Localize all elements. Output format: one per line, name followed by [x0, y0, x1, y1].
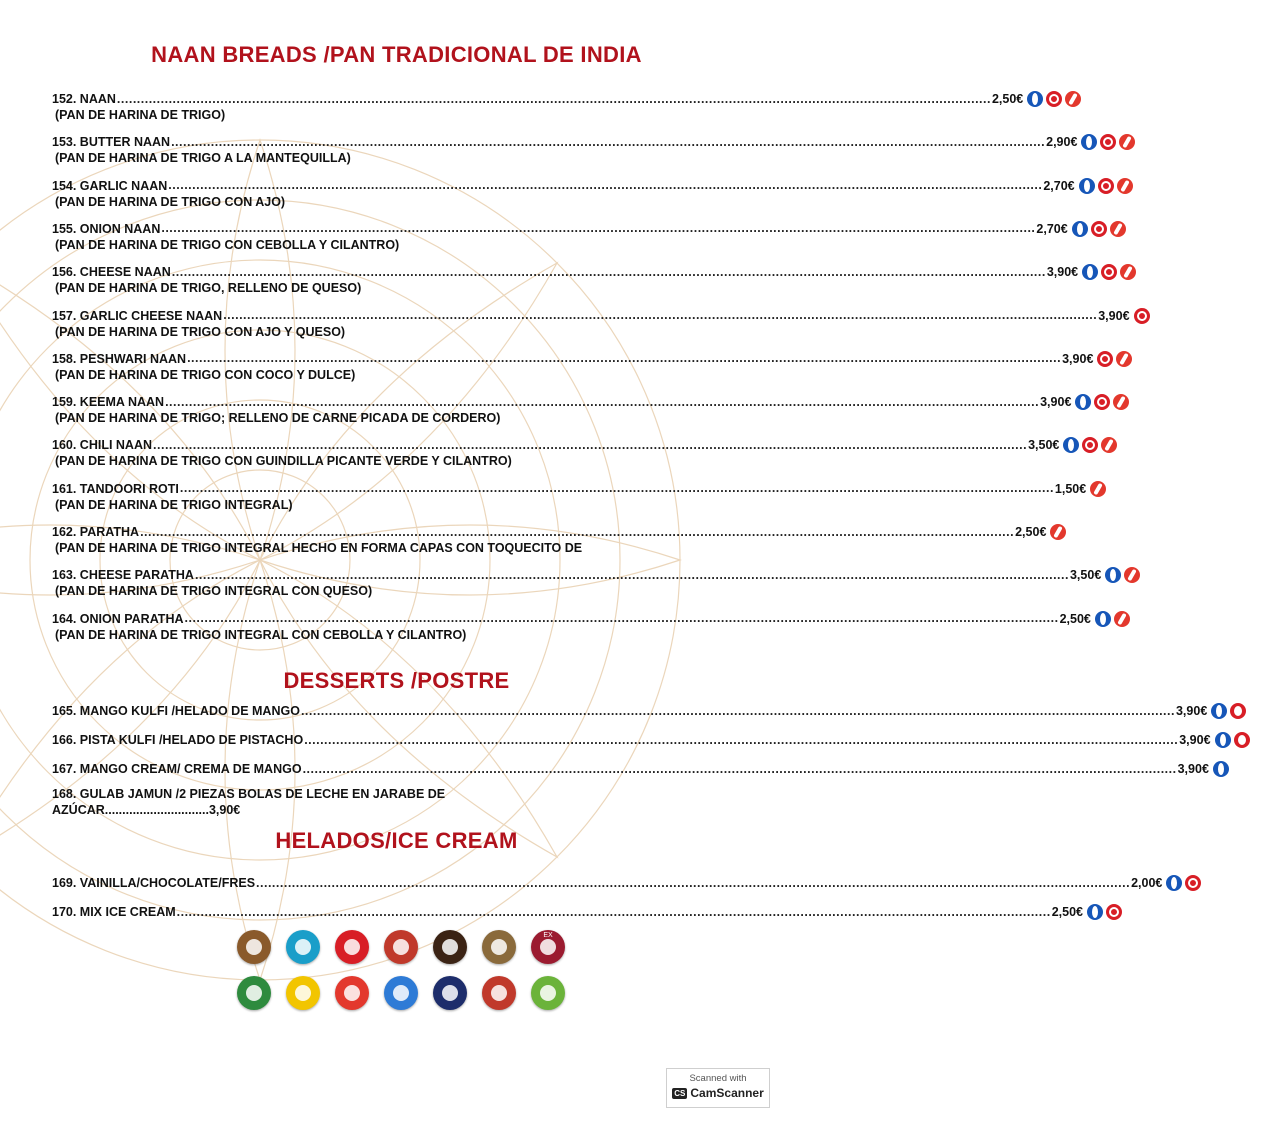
menu-item-name: 162. PARATHA: [52, 525, 140, 539]
gluten-icon: [1101, 437, 1117, 453]
menu-item-name: 153. BUTTER NAAN: [52, 135, 171, 150]
menu-item-price: 3,90€: [208, 803, 241, 817]
menu-item: [52, 566, 1102, 599]
milk-icon: [1087, 904, 1103, 920]
dot-leader: ............................................................................................................................................................................................................................: [223, 308, 1098, 322]
menu-item-price: 2,00€: [1131, 876, 1163, 890]
menu-item-name: 156. CHEESE NAAN: [52, 265, 171, 280]
crustacean-icon: [384, 976, 418, 1010]
menu-item-price: 2,70€: [1043, 178, 1075, 193]
allergen-icons: [1105, 567, 1163, 583]
menu-item-price: 3,90€: [1098, 308, 1130, 323]
menu-item-price: 2,50€: [991, 92, 1024, 106]
dot-leader: ............................................................................................................................................................................................................................: [302, 761, 1177, 776]
egg-icon: [1091, 221, 1107, 237]
menu-item-description: (PAN DE HARINA DE TRIGO INTEGRAL): [55, 497, 293, 512]
menu-item-description: (PAN DE HARINA DE TRIGO): [55, 108, 226, 122]
allergen-icons: [1095, 611, 1153, 627]
egg-icon: [1098, 178, 1114, 194]
milk-icon: [1215, 732, 1231, 748]
menu-item: [52, 177, 1075, 210]
milk-icon: [1105, 567, 1121, 583]
menu-item-price: 3,50€: [1069, 568, 1102, 583]
scanned-with-text: Scanned with: [689, 1073, 747, 1084]
menu-item: [52, 523, 1047, 556]
menu-item-price: 3,90€: [1179, 733, 1211, 747]
egg-icon: [1185, 875, 1201, 891]
gluten-icon: [1120, 264, 1136, 280]
milk-icon: [1079, 178, 1095, 194]
menu-item: [52, 133, 1078, 166]
nuts-icon: [1234, 732, 1250, 748]
menu-item-name: 161. TANDOORI ROTI: [52, 481, 179, 496]
gluten-icon: [1090, 481, 1106, 497]
menu-item: [52, 874, 1163, 892]
dot-leader: ..............................: [104, 803, 209, 817]
menu-item: [52, 307, 1130, 340]
dot-leader: ............................................................................................................................................................................................................................: [300, 703, 1175, 718]
milk-icon: [1027, 91, 1043, 107]
milk-icon: [1095, 611, 1111, 627]
menu-item: [52, 263, 1079, 296]
menu-item-price: 3,50€: [1028, 438, 1060, 453]
dot-leader: ............................................................................................................................................................................................................................: [140, 524, 1015, 539]
fish-icon: [433, 976, 467, 1010]
soy-icon: [286, 976, 320, 1010]
menu-item-description: (PAN DE HARINA DE TRIGO CON AJO): [55, 194, 286, 209]
menu-item-description: (PAN DE HARINA DE TRIGO CON AJO Y QUESO): [55, 324, 346, 339]
allergen-row: [237, 930, 597, 964]
celery-icon: [237, 930, 271, 964]
allergen-icons: [1090, 481, 1148, 497]
egg-icon: [1046, 91, 1062, 107]
allergen-row: [237, 976, 597, 1010]
allergen-icons: [1166, 875, 1224, 891]
allergen-icons: [1050, 524, 1108, 540]
menu-item-name: 157. GARLIC CHEESE NAAN: [52, 308, 223, 323]
egg-icon: [1101, 264, 1117, 280]
menu-item-description: (PAN DE HARINA DE TRIGO A LA MANTEQUILLA): [55, 151, 351, 166]
gluten-icon: [335, 976, 369, 1010]
egg-icon: [1097, 351, 1113, 367]
menu-item-price: 2,50€: [1051, 905, 1083, 919]
menu-item-name: 164. ONION PARATHA: [52, 611, 184, 626]
menu-item: [52, 903, 1083, 921]
gluten-icon: [1116, 351, 1132, 367]
dot-leader: ............................................................................................................................................................................................................................: [184, 611, 1059, 626]
milk-icon: [1075, 394, 1091, 410]
allergen-icons: [1079, 178, 1137, 194]
egg-icon: [335, 930, 369, 964]
milk-icon: [1211, 703, 1227, 719]
menu-item-name-cont: AZÚCAR: [52, 803, 105, 817]
dot-leader: ............................................................................................................................................................................................................................: [161, 221, 1036, 236]
camscanner-watermark: [666, 1068, 770, 1108]
milk-icon: [1081, 134, 1097, 150]
egg-icon: [1100, 134, 1116, 150]
menu-item-name: 152. NAAN: [52, 92, 116, 106]
sesame-icon: [531, 976, 565, 1010]
menu-item-price: 2,50€: [1059, 611, 1091, 626]
gluten-icon: [1050, 524, 1066, 540]
allergen-icons: [1027, 91, 1085, 107]
mustard-icon: [237, 976, 271, 1010]
camscanner-brand: CamScanner: [690, 1086, 764, 1100]
menu-item-name: 165. MANGO KULFI /HELADO DE MANGO: [52, 704, 300, 718]
allergen-icons: [1082, 264, 1140, 280]
menu-item-description: (PAN DE HARINA DE TRIGO, RELLENO DE QUESO): [55, 281, 362, 296]
menu-item-description: (PAN DE HARINA DE TRIGO INTEGRAL CON QUESO): [55, 584, 373, 599]
menu-item-price: 3,90€: [1177, 762, 1209, 776]
milk-icon: [1213, 761, 1229, 777]
egg-icon: [1106, 904, 1122, 920]
menu-item-name: 158. PESHWARI NAAN: [52, 351, 187, 366]
menu-item: [52, 760, 1209, 778]
menu-item-price: 3,90€: [1040, 395, 1072, 410]
dot-leader: ............................................................................................................................................................................................................................: [179, 481, 1054, 496]
gluten-icon: [1110, 221, 1126, 237]
nuts-icon: [1230, 703, 1246, 719]
dot-leader: ............................................................................................................................................................................................................................: [194, 567, 1069, 582]
milk-icon: [1166, 875, 1182, 891]
dot-leader: ............................................................................................................................................................................................................................: [171, 134, 1046, 149]
menu-item-price: 2,50€: [1015, 525, 1047, 539]
menu-item-name: 170. MIX ICE CREAM: [52, 905, 176, 919]
allergen-icons: [1211, 703, 1269, 719]
desserts-section-title: DESSERTS /POSTRE: [283, 668, 510, 693]
allergen-icons: [1072, 221, 1130, 237]
allergen-icons: [1063, 437, 1121, 453]
camscanner-logo: CS: [674, 1088, 686, 1098]
dot-leader: ............................................................................................................................................................................................................................: [171, 264, 1046, 279]
menu-item: [52, 480, 1087, 513]
allergen-icons: [1081, 134, 1139, 150]
allergen-icons: [1075, 394, 1133, 410]
milk-jug-icon: [433, 930, 467, 964]
gluten-icon: [1117, 178, 1133, 194]
milk-icon: [1082, 264, 1098, 280]
sulphites-icon: [531, 930, 565, 964]
mollusc-icon: [286, 930, 320, 964]
menu-item: [52, 702, 1208, 720]
allergen-icons: [1087, 904, 1145, 920]
allergen-icons: [1213, 761, 1271, 777]
peanut-icon: [384, 930, 418, 964]
menu-item-price: 3,90€: [1062, 351, 1094, 366]
nuts-icon: [482, 930, 516, 964]
menu-item-name: 155. ONION NAAN: [52, 221, 161, 236]
dot-leader: ............................................................................................................................................................................................................................: [116, 91, 991, 106]
dot-leader: ............................................................................................................................................................................................................................: [168, 178, 1043, 193]
menu-item-name: 166. PISTA KULFI /HELADO DE PISTACHO: [52, 733, 304, 747]
milk-icon: [1063, 437, 1079, 453]
milk-icon: [1072, 221, 1088, 237]
gluten-icon: [1114, 611, 1130, 627]
menu-item: [52, 731, 1211, 749]
menu-item-price: 2,70€: [1036, 221, 1068, 236]
allergen-icons: [1097, 351, 1155, 367]
gluten-icon: [1119, 134, 1135, 150]
menu-item-description: (PAN DE HARINA DE TRIGO; RELLENO DE CARNE PICADA DE CORDERO): [55, 411, 501, 426]
menu-item-price: 3,90€: [1175, 704, 1208, 718]
menu-item-name: 159. KEEMA NAAN: [52, 395, 165, 410]
dot-leader: ............................................................................................................................................................................................................................: [304, 732, 1179, 747]
allergen-label: EX: [543, 932, 553, 939]
allergen-legend: [237, 930, 597, 1022]
menu-item: [52, 393, 1072, 426]
egg-icon: [1134, 308, 1150, 324]
gluten-icon: [1113, 394, 1129, 410]
menu-item-gulab-jamun: [52, 786, 752, 818]
menu-item-name: 168. GULAB JAMUN /2 PIEZAS BOLAS DE LECHE EN JARABE DE: [52, 787, 446, 801]
allergen-icons: [1134, 308, 1192, 324]
gluten-icon: [1124, 567, 1140, 583]
menu-item: [52, 610, 1091, 643]
dot-leader: ............................................................................................................................................................................................................................: [176, 904, 1051, 919]
helados-section-title: HELADOS/ICE CREAM: [275, 828, 518, 853]
dot-leader: ............................................................................................................................................................................................................................: [165, 394, 1040, 409]
menu-item: [52, 220, 1068, 253]
menu-item-name: 169. VAINILLA/CHOCOLATE/FRES: [52, 876, 256, 890]
allergen-icons: [1215, 732, 1273, 748]
menu-item-description: (PAN DE HARINA DE TRIGO INTEGRAL CON CEBOLLA Y CILANTRO): [55, 627, 467, 642]
menu-item: [52, 350, 1094, 383]
lupin-icon: [482, 976, 516, 1010]
menu-item: [52, 90, 1024, 123]
menu-item-name: 167. MANGO CREAM/ CREMA DE MANGO: [52, 762, 302, 776]
naan-section-title: NAAN BREADS /PAN TRADICIONAL DE INDIA: [151, 42, 642, 67]
menu-item-price: 3,90€: [1046, 265, 1079, 280]
menu-item: [52, 436, 1060, 469]
dot-leader: ............................................................................................................................................................................................................................: [256, 875, 1131, 890]
egg-icon: [1094, 394, 1110, 410]
menu-item-description: (PAN DE HARINA DE TRIGO CON CEBOLLA Y CILANTRO): [55, 237, 400, 252]
gluten-icon: [1065, 91, 1081, 107]
menu-item-description: (PAN DE HARINA DE TRIGO CON COCO Y DULCE): [55, 367, 356, 382]
dot-leader: ............................................................................................................................................................................................................................: [153, 437, 1028, 452]
dot-leader: ............................................................................................................................................................................................................................: [187, 351, 1062, 366]
egg-icon: [1082, 437, 1098, 453]
menu-item-name: 154. GARLIC NAAN: [52, 178, 168, 193]
menu-item-price: 2,90€: [1046, 135, 1078, 150]
menu-item-price: 1,50€: [1054, 481, 1087, 496]
menu-item-name: 163. CHEESE PARATHA: [52, 568, 194, 583]
menu-item-name: 160. CHILI NAAN: [52, 438, 153, 453]
menu-item-description: (PAN DE HARINA DE TRIGO CON GUINDILLA PICANTE VERDE Y CILANTRO): [55, 454, 512, 469]
menu-item-description: (PAN DE HARINA DE TRIGO INTEGRAL HECHO EN FORMA CAPAS CON TOQUECITO DE: [55, 541, 583, 555]
